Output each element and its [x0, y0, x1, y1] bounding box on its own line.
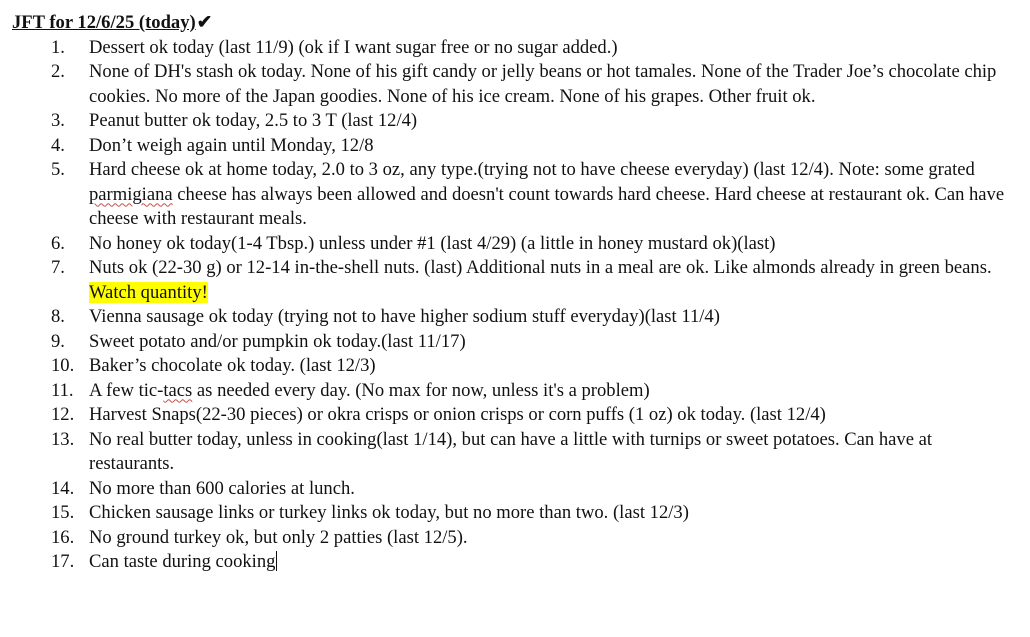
list-item: [12, 134, 1016, 159]
item-text: Can taste during cooking: [89, 551, 276, 572]
list-item: [12, 354, 1016, 379]
item-text: Don’t weigh again until Monday, 12/8: [89, 134, 374, 156]
item-text: No ground turkey ok, but only 2 patties (last 12/5).: [89, 526, 468, 548]
list-item: [12, 256, 1016, 305]
item-text: as needed every day. (No max for now, unless it's a problem): [192, 379, 650, 401]
highlighted-text: Watch quantity!: [89, 281, 208, 303]
list-number: 16.: [51, 526, 75, 548]
list-item: [12, 36, 1016, 61]
item-text: Harvest Snaps(22-30 pieces) or okra crisps or onion crisps or corn puffs (1 oz) ok today. (last 12/4): [89, 404, 826, 425]
checkmark-icon: ✔: [196, 12, 213, 33]
list-number: 15.: [51, 502, 75, 523]
list-number: 17.: [51, 551, 75, 572]
list-number: 11.: [51, 379, 74, 401]
list-number: 5.: [51, 159, 65, 180]
list-item: [12, 501, 1016, 526]
text-cursor: [276, 551, 277, 571]
item-text: cheese has always been allowed and doesn't count towards hard cheese. Hard cheese at restaurant ok. Can have cheese with restaurant meals.: [89, 183, 1005, 229]
list-item: [12, 158, 1016, 232]
list-item: [12, 403, 1016, 428]
numbered-list: [12, 36, 1016, 575]
list-number: 12.: [51, 404, 75, 425]
list-item: [12, 477, 1016, 502]
list-number: 8.: [51, 306, 65, 327]
item-text: Chicken sausage links or turkey links ok today, but no more than two. (last 12/3): [89, 502, 689, 523]
list-item: [12, 109, 1016, 134]
list-item: [12, 232, 1016, 257]
list-item: [12, 526, 1016, 551]
list-item: [12, 428, 1016, 477]
list-number: 9.: [51, 330, 65, 352]
item-text: Dessert ok today (last 11/9) (ok if I want sugar free or no sugar added.): [89, 36, 618, 58]
list-item: [12, 550, 1016, 575]
list-item: [12, 379, 1016, 404]
item-text: Nuts ok (22-30 g) or 12-14 in-the-shell nuts. (last) Additional nuts in a meal are ok. Like almonds already in green beans.: [89, 257, 992, 278]
item-text: No honey ok today(1-4 Tbsp.) unless under #1 (last 4/29) (a little in honey mustard ok)(last): [89, 232, 776, 254]
item-text: Baker’s chocolate ok today. (last 12/3): [89, 355, 376, 376]
list-number: 14.: [51, 477, 75, 499]
item-text: Vienna sausage ok today (trying not to have higher sodium stuff everyday)(last 11/4): [89, 306, 720, 327]
list-number: 2.: [51, 61, 65, 82]
list-number: 3.: [51, 110, 65, 131]
list-item: [12, 60, 1016, 109]
page-title: JFT for 12/6/25 (today): [12, 12, 196, 33]
list-number: 10.: [51, 355, 75, 376]
spellcheck-flagged-word: tacs: [163, 379, 193, 401]
list-item: [12, 330, 1016, 355]
list-number: 13.: [51, 428, 75, 450]
document-heading: [12, 11, 1016, 36]
list-number: 7.: [51, 257, 65, 278]
item-text: None of DH's stash ok today. None of his gift candy or jelly beans or hot tamales. None of the Trader Joe’s chocolate chip cookies. No more of the Japan goodies. None of his ice cream. None of his grapes. Other fruit ok.: [89, 61, 997, 107]
item-text: Hard cheese ok at home today, 2.0 to 3 oz, any type.(trying not to have cheese everyday) (last 12/4). Note: some grated: [89, 159, 975, 180]
list-number: 4.: [51, 134, 65, 156]
spellcheck-flagged-word: parmigiana: [89, 183, 173, 205]
item-text: No more than 600 calories at lunch.: [89, 477, 355, 499]
list-number: 6.: [51, 232, 65, 254]
item-text: Peanut butter ok today, 2.5 to 3 T (last 12/4): [89, 110, 418, 131]
list-item: [12, 305, 1016, 330]
item-text: No real butter today, unless in cooking(last 1/14), but can have a little with turnips or sweet potatoes. Can have at restaurants.: [89, 428, 933, 474]
item-text: A few tic-: [89, 379, 164, 401]
list-number: 1.: [51, 36, 65, 58]
item-text: Sweet potato and/or pumpkin ok today.(last 11/17): [89, 330, 466, 352]
